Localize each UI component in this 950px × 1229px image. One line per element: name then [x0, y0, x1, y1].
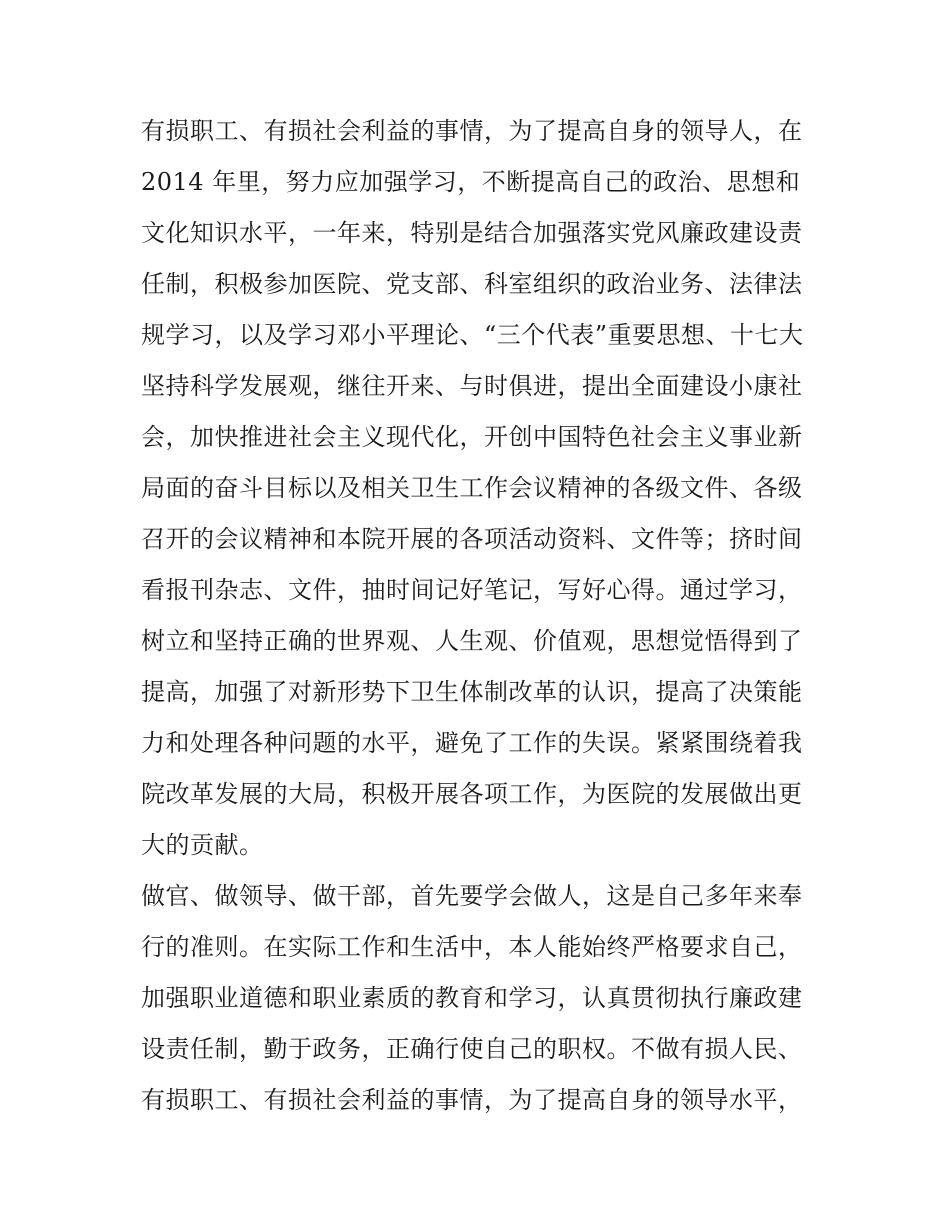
text-line: 院改革发展的大局，积极开展各项工作，为医院的发展做出更 — [141, 780, 803, 808]
text-line: 局面的奋斗目标以及相关卫生工作会议精神的各级文件、各级 — [141, 474, 803, 502]
text-line: 设责任制，勤于政务，正确行使自己的职权。不做有损人民、 — [141, 1035, 803, 1063]
text-line: 召开的会议精神和本院开展的各项活动资料、文件等；挤时间 — [141, 525, 803, 553]
text-line: 文化知识水平，一年来，特别是结合加强落实党风廉政建设责 — [141, 219, 803, 247]
text-line: 坚持科学发展观，继往开来、与时俱进，提出全面建设小康社 — [141, 372, 803, 400]
text-line: 任制，积极参加医院、党支部、科室组织的政治业务、法律法 — [141, 270, 803, 298]
text-line: 做官、做领导、做干部，首先要学会做人，这是自己多年来奉 — [141, 882, 803, 910]
text-line: 会，加快推进社会主义现代化，开创中国特色社会主义事业新 — [141, 423, 803, 451]
text-line: 大的贡献。 — [141, 831, 264, 859]
text-line: 树立和坚持正确的世界观、人生观、价值观，思想觉悟得到了 — [141, 627, 803, 655]
text-line: 2014 年里，努力应加强学习，不断提高自己的政治、思想和 — [141, 168, 801, 196]
text-line: 看报刊杂志、文件，抽时间记好笔记，写好心得。通过学习， — [141, 576, 803, 604]
document-body — [141, 106, 821, 1126]
text-line: 有损职工、有损社会利益的事情，为了提高自身的领导人，在 — [141, 117, 803, 145]
text-line: 规学习，以及学习邓小平理论、“三个代表”重要思想、十七大 — [141, 321, 804, 349]
text-line: 加强职业道德和职业素质的教育和学习，认真贯彻执行廉政建 — [141, 984, 803, 1012]
text-line: 力和处理各种问题的水平，避免了工作的失误。紧紧围绕着我 — [141, 729, 803, 757]
text-line: 行的准则。在实际工作和生活中，本人能始终严格要求自己， — [141, 933, 803, 961]
text-line: 有损职工、有损社会利益的事情，为了提高自身的领导水平， — [141, 1086, 803, 1114]
text-line: 提高，加强了对新形势下卫生体制改革的认识，提高了决策能 — [141, 678, 803, 706]
